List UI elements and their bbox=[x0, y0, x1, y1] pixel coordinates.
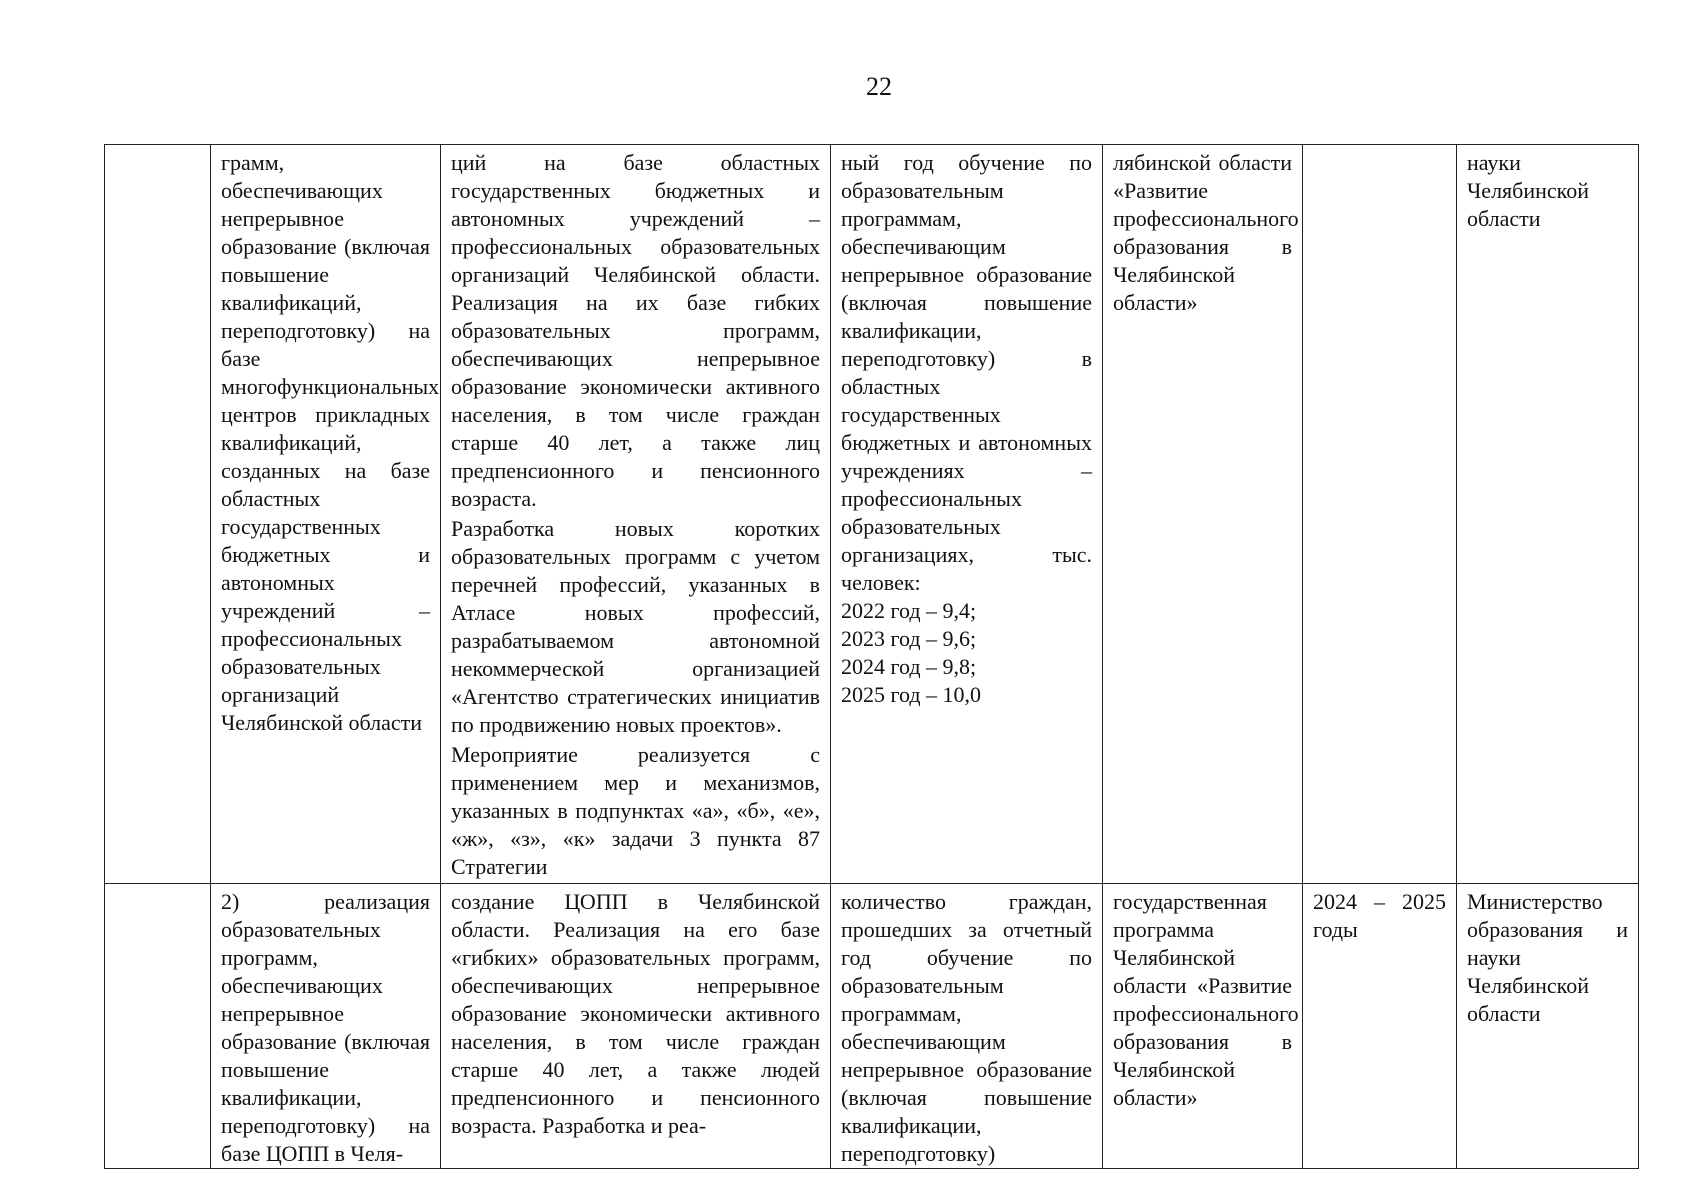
indicator-text: количество граждан, прошедших за отчетный год обучение по образовательным программам, обеспечивающим непрерывное образование (включая повышение квалификации, переподготовку) bbox=[841, 889, 1092, 1166]
description-cell bbox=[441, 884, 831, 1169]
description-paragraph: создание ЦОПП в Челябинской области. Реализация на его базе «гибких» образовательных программ, обеспечивающих непрерывное образование экономически активного населения, в том числе граждан старше 40 лет, а также людей предпенсионного и пенсионного возраста. Разработка и реа- bbox=[451, 889, 820, 1138]
number-cell bbox=[105, 884, 211, 1169]
page-number: 22 bbox=[866, 72, 892, 101]
number-cell bbox=[105, 145, 211, 884]
measures-table bbox=[104, 144, 1639, 1169]
responsible-cell: науки Челябинской области bbox=[1457, 145, 1639, 884]
term-cell bbox=[1303, 145, 1457, 884]
indicator-value: 2025 год – 10,0 bbox=[841, 682, 982, 707]
table-row bbox=[105, 145, 1639, 884]
event-cell: грамм, обеспечивающих непрерывное образование (включая повышение квалификаций, переподготовку) на базе многофункциональных центров прикладных квалификаций, созданных на базе областных государственных бюджетных и автономных учреждений – профессиональных образовательных организаций Челябинской области bbox=[211, 145, 441, 884]
program-cell: лябинской области «Развитие профессионального образования в Челябинской области» bbox=[1103, 145, 1303, 884]
description-paragraph: ций на базе областных государственных бюджетных и автономных учреждений – профессиональных образовательных организаций Челябинской области. Реализация на их базе гибких образовательных программ, обеспечивающих непрерывное образование экономически активного населения, в том числе граждан старше 40 лет, а также лиц предпенсионного и пенсионного возраста. bbox=[451, 150, 820, 511]
indicator-text: ный год обучение по образовательным программам, обеспечивающим непрерывное образование (включая повышение квалификации, переподготовку) в областных государственных бюджетных и автономных учреждениях – профессиональных образовательных организациях, тыс. человек: bbox=[841, 150, 1092, 595]
description-paragraph: Мероприятие реализуется с применением мер и механизмов, указанных в подпунктах «а», «б», «е», «ж», «з», «к» задачи 3 пункта 87 Стратегии bbox=[451, 742, 820, 879]
indicator-value: 2023 год – 9,6; bbox=[841, 626, 977, 651]
event-cell: 2) реализация образовательных программ, обеспечивающих непрерывное образование (включая повышение квалификации, переподготовку) на базе ЦОПП в Челя- bbox=[211, 884, 441, 1169]
responsible-cell: Министерство образования и науки Челябинской области bbox=[1457, 884, 1639, 1169]
indicator-cell bbox=[831, 145, 1103, 884]
description-cell bbox=[441, 145, 831, 884]
indicator-cell bbox=[831, 884, 1103, 1169]
table-row bbox=[105, 884, 1639, 1169]
indicator-value: 2022 год – 9,4; bbox=[841, 598, 977, 623]
term-cell: 2024 – 2025 годы bbox=[1303, 884, 1457, 1169]
description-paragraph: Разработка новых коротких образовательных программ с учетом перечней профессий, указанных в Атласе новых профессий, разрабатываемом автономной некоммерческой организацией «Агентство стратегических инициатив по продвижению новых проектов». bbox=[451, 516, 820, 737]
indicator-value: 2024 год – 9,8; bbox=[841, 654, 977, 679]
program-cell: государственная программа Челябинской области «Развитие профессионального образования в Челябинской области» bbox=[1103, 884, 1303, 1169]
